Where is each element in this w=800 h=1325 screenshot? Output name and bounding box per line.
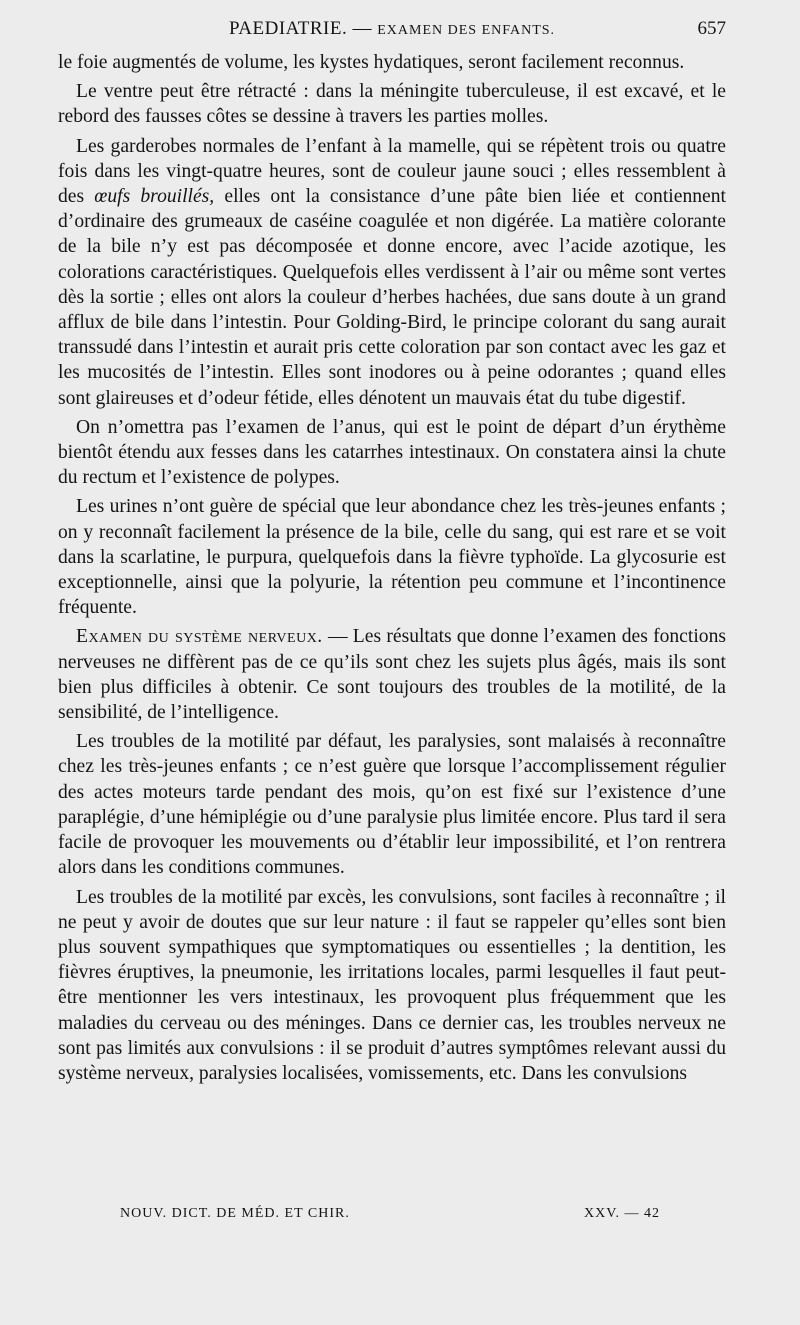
emphasis-text: œufs brouillés, (94, 186, 215, 208)
header-title: PAEDIATRIE. (228, 18, 348, 39)
paragraph: Les troubles de la motilité par excès, les convulsions, sont faciles à reconnaître ; il ne peut y avoir de doutes que sur leur nature : il faut se rappeler qu’elles sont bien plus souvent sympathiques que symptomatiques ou essentielles ; la dentition, les fièvres éruptives, la pneumonie, les irritations locales, parmi lesquelles il faut peut-être mentionner les vers intestinaux, les provoquent plus fréquemment que les maladies du cerveau ou des méninges. Dans ce dernier cas, les troubles nerveux ne sont pas limités aux convulsions : il se produit d’autres symptômes relevant aussi du système nerveux, paralysies localisées, vomissements, etc. Dans les convulsions (58, 886, 726, 1084)
paragraph-text: elles ont la consistance d’une pâte bien liée et contiennent d’ordinaire des grumeaux de caséine coagulée et non digérée. La matière colorante de la bile n’y est pas décomposée et donne encore, avec l’acide azotique, les colorations caractéristiques. Quelquefois elles verdissent à l’air ou même sont vertes dès la sortie ; elles ont alors la couleur d’herbes hachées, due sans doute à un grand afflux de bile dans l’intestin. Pour Golding-Bird, le principe colorant du sang aurait transsudé dans l’intestin et aurait pris cette coloration par son contact avec les gaz et les mucosités de l’intestin. Elles sont inodores ou à peine odorantes ; quand elles sont glaireuses et d’odeur fétide, elles dénotent un mauvais état du tube digestif. (58, 186, 726, 409)
paragraph: On n’omettra pas l’examen de l’anus, qui est le point de départ d’un érythème bientôt étendu aux fesses dans les catarrhes intestinaux. On constatera ainsi la chute du rectum et l’existence de polypes. (58, 416, 726, 489)
paragraph: Les troubles de la motilité par défaut, les paralysies, sont malaisés à reconnaître chez les très-jeunes enfants ; ce n’est guère que lorsque l’accomplissement régulier des actes moteurs tarde pendant des mois, qu’on est fixé sur l’existence d’une paraplégie, d’une hémiplégie ou d’une paralysie plus limitée encore. Plus tard il sera facile de provoquer les mouvements ou d’établir leur impossibilité, et l’on rentrera alors dans les conditions communes. (58, 731, 726, 879)
footer-volume: XXV. — 42 (583, 1206, 660, 1221)
paragraph (58, 624, 726, 725)
page-number: 657 (697, 18, 726, 39)
running-header (58, 18, 726, 46)
paragraph-text: — Les résultats que donne l’examen des fonctions nerveuses ne diffèrent pas de ce qu’ils sont chez les sujets plus âgés, mais ils sont bien plus difficiles à obtenir. Ce sont toujours des troubles de la motilité, de la sensibilité, de l’intelligence. (58, 626, 726, 724)
paragraph (58, 134, 726, 411)
paragraph-text: Les garderobes normales de l’enfant à la mamelle, qui se répètent trois ou quatre fois dans les vingt-quatre heures, sont de couleur jaune souci ; elles ressemblent à des (58, 135, 726, 208)
paragraph: le foie augmentés de volume, les kystes hydatiques, seront facilement reconnus. (58, 52, 685, 73)
page-footer (120, 1206, 660, 1228)
header-subtitle: EXAMEN DES ENFANTS. (377, 23, 556, 38)
text-body (58, 50, 726, 1086)
paragraph: Les urines n’ont guère de spécial que leur abondance chez les très-jeunes enfants ; on y reconnaît facilement la présence de la bile, celle du sang, qui est rare et se voit dans la scarlatine, le purpura, quelquefois dans la fièvre typhoïde. La glycosurie est exceptionnelle, ainsi que la polyurie, la rétention peu commune et l’incontinence fréquente. (58, 496, 726, 619)
footer-signature: NOUV. DICT. DE MÉD. ET CHIR. (120, 1206, 350, 1221)
running-title (58, 18, 726, 40)
header-separator: — (352, 18, 372, 39)
section-heading: Examen du système nerveux. (76, 626, 323, 648)
paragraph: Le ventre peut être rétracté : dans la méningite tuberculeuse, il est excavé, et le rebord des fausses côtes se dessine à travers les parties molles. (58, 81, 726, 128)
